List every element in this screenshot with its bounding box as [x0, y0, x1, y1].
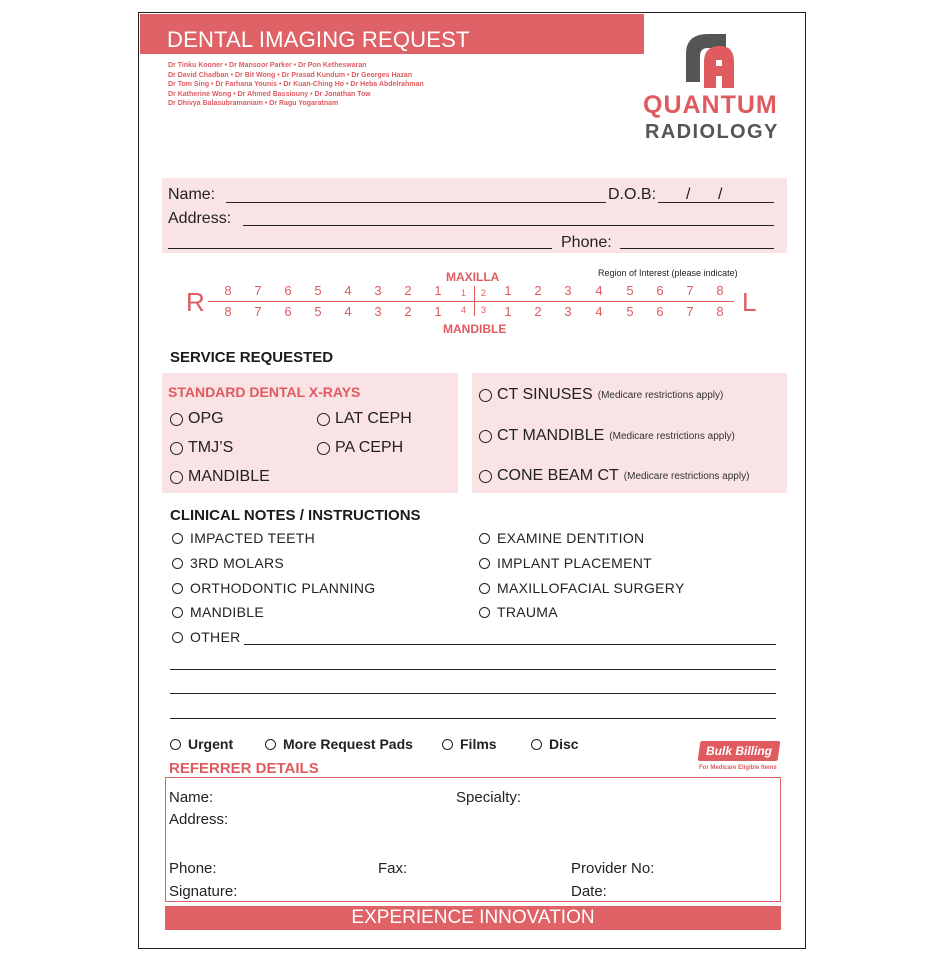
- patient-name-field[interactable]: [226, 202, 606, 203]
- radio-circle-icon: [317, 413, 330, 426]
- option-label: LAT CEPH: [335, 410, 412, 427]
- patient-dob-field[interactable]: [658, 202, 774, 203]
- brand-subname: RADIOLOGY: [645, 121, 779, 143]
- tooth-lower-right-4[interactable]: 4: [344, 304, 352, 319]
- radio-circle-icon: [479, 470, 492, 483]
- tooth-upper-left-3[interactable]: 3: [564, 283, 572, 298]
- option-impacted-teeth[interactable]: [172, 530, 315, 546]
- standard-xray-heading: STANDARD DENTAL X-RAYS: [168, 384, 361, 400]
- referrer-heading: REFERRER DETAILS: [169, 760, 319, 777]
- medicare-note: (Medicare restrictions apply): [623, 470, 750, 482]
- radio-circle-icon: [170, 739, 181, 750]
- tooth-lower-left-6[interactable]: 6: [656, 304, 664, 319]
- radio-circle-icon: [531, 739, 542, 750]
- brand-name: QUANTUM: [643, 91, 778, 119]
- radio-circle-icon: [172, 607, 183, 618]
- patient-name-label: Name:: [168, 186, 216, 203]
- option-label: Disc: [549, 736, 579, 752]
- left-side-label: L: [742, 287, 757, 317]
- option-films[interactable]: [442, 736, 497, 752]
- quantum-logo-icon: [684, 32, 736, 90]
- occlusal-line: [208, 301, 734, 302]
- notes-line[interactable]: [170, 693, 776, 694]
- patient-address-field[interactable]: [243, 225, 774, 226]
- radio-circle-icon: [479, 558, 490, 569]
- option-label: IMPACTED TEETH: [190, 530, 316, 546]
- maxilla-label: MAXILLA: [446, 270, 500, 284]
- option-label: EXAMINE DENTITION: [497, 530, 645, 546]
- option-lat-ceph[interactable]: [317, 410, 412, 428]
- tooth-upper-right-8[interactable]: 8: [224, 283, 232, 298]
- option-3rd-molars[interactable]: [172, 555, 284, 571]
- referrer-fax-label[interactable]: Fax:: [378, 860, 408, 877]
- service-requested-heading: SERVICE REQUESTED: [170, 349, 334, 366]
- option-label: TRAUMA: [497, 604, 558, 620]
- option-label: MAXILLOFACIAL SURGERY: [497, 580, 685, 596]
- tooth-lower-left-8[interactable]: 8: [716, 304, 724, 319]
- tooth-upper-right-5[interactable]: 5: [314, 283, 322, 298]
- tooth-upper-right-4[interactable]: 4: [344, 283, 352, 298]
- tooth-lower-right-2[interactable]: 2: [404, 304, 412, 319]
- radio-circle-icon: [172, 632, 183, 643]
- tooth-upper-right-6[interactable]: 6: [284, 283, 292, 298]
- option-label: ORTHODONTIC PLANNING: [190, 580, 376, 596]
- quadrant-number: 4: [461, 305, 467, 315]
- option-label: CT MANDIBLE: [497, 427, 605, 444]
- region-of-interest-note: Region of Interest (please indicate): [598, 268, 738, 278]
- patient-phone-field[interactable]: [620, 248, 774, 249]
- referrer-date-label[interactable]: Date:: [571, 883, 607, 900]
- radio-circle-icon: [479, 430, 492, 443]
- radio-circle-icon: [172, 583, 183, 594]
- tooth-lower-right-8[interactable]: 8: [224, 304, 232, 319]
- option-tmjs[interactable]: [170, 439, 233, 457]
- tooth-lower-right-1[interactable]: 1: [434, 304, 442, 319]
- tooth-upper-right-7[interactable]: 7: [254, 283, 262, 298]
- medicare-note: (Medicare restrictions apply): [597, 389, 724, 401]
- midline: [474, 286, 475, 316]
- patient-dob-label: D.O.B:: [608, 186, 657, 203]
- option-ct-mandible[interactable]: [479, 427, 735, 445]
- tooth-lower-right-3[interactable]: 3: [374, 304, 382, 319]
- option-label: CT SINUSES: [497, 386, 593, 403]
- tooth-upper-left-8[interactable]: 8: [716, 283, 724, 298]
- form-title: DENTAL IMAGING REQUEST: [167, 27, 470, 52]
- mandible-label: MANDIBLE: [443, 322, 507, 336]
- tooth-upper-left-5[interactable]: 5: [626, 283, 634, 298]
- tooth-upper-right-2[interactable]: 2: [404, 283, 412, 298]
- clinical-notes-heading: CLINICAL NOTES / INSTRUCTIONS: [170, 507, 421, 524]
- radio-circle-icon: [479, 389, 492, 402]
- tooth-upper-right-3[interactable]: 3: [374, 283, 382, 298]
- option-label: PA CEPH: [335, 439, 404, 456]
- tooth-lower-left-4[interactable]: 4: [595, 304, 603, 319]
- option-disc[interactable]: [531, 736, 579, 752]
- option-other[interactable]: [172, 629, 241, 645]
- tooth-upper-left-7[interactable]: 7: [686, 283, 694, 298]
- radio-circle-icon: [170, 413, 183, 426]
- tooth-upper-right-1[interactable]: 1: [434, 283, 442, 298]
- option-mandible-xray[interactable]: [170, 468, 270, 486]
- option-opg[interactable]: [170, 410, 224, 428]
- option-cone-beam-ct[interactable]: [479, 467, 749, 485]
- option-label: Urgent: [188, 736, 234, 752]
- radio-circle-icon: [170, 442, 183, 455]
- other-notes-field[interactable]: [244, 644, 776, 645]
- referrer-provider-label[interactable]: Provider No:: [571, 860, 655, 877]
- tooth-lower-right-6[interactable]: 6: [284, 304, 292, 319]
- option-label: More Request Pads: [283, 736, 413, 752]
- option-label: IMPLANT PLACEMENT: [497, 555, 652, 571]
- tooth-lower-left-1[interactable]: 1: [504, 304, 512, 319]
- tooth-upper-left-4[interactable]: 4: [595, 283, 603, 298]
- notes-line[interactable]: [170, 718, 776, 719]
- medicare-note: (Medicare restrictions apply): [609, 430, 735, 442]
- tooth-lower-left-7[interactable]: 7: [686, 304, 694, 319]
- option-trauma[interactable]: [479, 604, 558, 620]
- radio-circle-icon: [479, 607, 490, 618]
- radio-circle-icon: [172, 558, 183, 569]
- option-label: CONE BEAM CT: [497, 467, 619, 484]
- option-mandible-clinical[interactable]: [172, 604, 264, 620]
- doctor-line: Dr Tom Sing • Dr Farhana Younis • Dr Kuan-Ching Ho • Dr Heba Abdelrahman: [168, 81, 424, 89]
- option-label: OPG: [188, 410, 224, 427]
- referrer-signature-label[interactable]: Signature:: [169, 883, 238, 900]
- tooth-lower-left-5[interactable]: 5: [626, 304, 634, 319]
- tooth-lower-right-7[interactable]: 7: [254, 304, 262, 319]
- option-ct-sinuses[interactable]: [479, 386, 723, 404]
- doctor-line: Dr Katherine Wong • Dr Ahmed Bassiouny • Dr Jonathan Tow: [168, 90, 371, 98]
- bulk-billing-subtext: For Medicare Eligible Items: [699, 765, 777, 771]
- referrer-specialty-label[interactable]: Specialty:: [456, 789, 522, 806]
- option-label: MANDIBLE: [188, 468, 270, 485]
- radio-circle-icon: [172, 533, 183, 544]
- dob-separator: /: [686, 186, 691, 203]
- option-maxillofacial-surgery[interactable]: [479, 580, 685, 596]
- tooth-upper-left-1[interactable]: 1: [504, 283, 512, 298]
- footer-slogan: EXPERIENCE INNOVATION: [351, 907, 595, 928]
- referrer-address-label[interactable]: Address:: [169, 811, 229, 828]
- option-label: TMJ’S: [188, 439, 234, 456]
- referrer-phone-label[interactable]: Phone:: [169, 860, 217, 877]
- doctor-list: [168, 61, 628, 109]
- option-examine-dentition[interactable]: [479, 530, 644, 546]
- tooth-lower-right-5[interactable]: 5: [314, 304, 322, 319]
- doctor-line: Dr Tinku Kooner • Dr Mansoor Parker • Dr Pon Ketheswaran: [168, 62, 367, 69]
- quadrant-number: 2: [481, 288, 487, 298]
- doctor-line: Dr David Chadban • Dr Bit Wong • Dr Prasad Kundum • Dr Georges Hazan: [168, 71, 413, 79]
- dob-separator: /: [718, 186, 723, 203]
- radio-circle-icon: [265, 739, 276, 750]
- tooth-upper-left-2[interactable]: 2: [534, 283, 542, 298]
- radio-circle-icon: [317, 442, 330, 455]
- radio-circle-icon: [479, 533, 490, 544]
- option-more-request-pads[interactable]: [265, 736, 413, 752]
- option-implant-placement[interactable]: [479, 555, 652, 571]
- option-urgent[interactable]: [170, 736, 233, 752]
- option-label: 3RD MOLARS: [190, 555, 285, 571]
- referrer-name-label[interactable]: Name:: [169, 789, 214, 806]
- option-label: OTHER: [190, 629, 241, 645]
- option-orthodontic-planning[interactable]: [172, 580, 375, 596]
- notes-line[interactable]: [170, 669, 776, 670]
- quadrant-number: 1: [461, 288, 467, 298]
- quadrant-number: 3: [481, 305, 487, 315]
- patient-phone-label: Phone:: [561, 234, 612, 251]
- patient-address-label: Address:: [168, 210, 232, 227]
- option-pa-ceph[interactable]: [317, 439, 403, 457]
- right-side-label: R: [186, 287, 205, 317]
- radio-circle-icon: [479, 583, 490, 594]
- patient-address-field-2[interactable]: [168, 248, 552, 249]
- patient-details-box: [162, 178, 787, 253]
- bulk-billing-label: Bulk Billing: [706, 744, 772, 758]
- tooth-lower-left-3[interactable]: 3: [564, 304, 572, 319]
- option-label: MANDIBLE: [190, 604, 264, 620]
- tooth-lower-left-2[interactable]: 2: [534, 304, 542, 319]
- doctor-line: Dr Dhivya Balasubramaniam • Dr Ragu Yogaratnam: [168, 100, 339, 108]
- tooth-upper-left-6[interactable]: 6: [656, 283, 664, 298]
- radio-circle-icon: [170, 471, 183, 484]
- radio-circle-icon: [442, 739, 453, 750]
- option-label: Films: [460, 736, 497, 752]
